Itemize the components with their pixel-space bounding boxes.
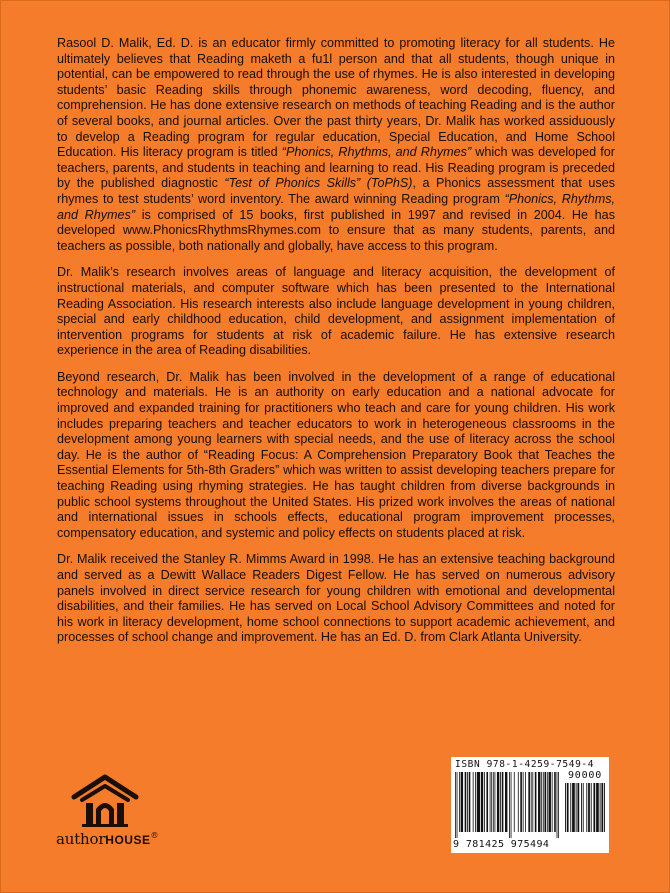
program-title: “Phonics, Rhythms, and Rhymes” xyxy=(281,145,472,160)
bio-paragraph-1: Rasool D. Malik, Ed. D. is an educator firmly committed to promoting literacy for all students. He ultimately believes that Reading maketh a fu1l person and that all students, though unique in potential, can be empowered to read through the use of rhymes. He is also interested in developing students’ basic Reading skills through phonemic awareness, word decoding, fluency, and comprehension. He has done extensive research on methods of teaching Reading and is the author of several books, and journal articles. Over the past thirty years, Dr. Malik has worked assiduously to develop a Reading program for regular education, Special Education, and Home School Education. His literacy program is titled “Phonics, Rhythms, and Rhymes” which was developed for teachers, parents, and students in teaching and learning to read. His Reading program is preceded by the published diagnostic “Test of Phonics Skills” (ToPhS), a Phonics assessment that uses rhymes to test students’ word inventory. The award winning Reading program “Phonics, Rhythms, and Rhymes” is comprised of 15 books, first published in 1997 and revised in 2004. He has developed www.PhonicsRhythmsRhymes.com to ensure that as many students, parents, and teachers as possible, both nationally and globally, have access to this program. xyxy=(57,36,615,253)
bio-paragraph-3: Beyond research, Dr. Malik has been involved in the development of a range of educational technology and materials. He is an authority on early education and a national advocate for improved and expanded training for practitioners who teach and care for young children. His work includes preparing teachers and teacher educators to work in heterogeneous classrooms in the development among young learners with special needs, and the use of literacy across the school day. He is the author of “Reading Focus: A Comprehension Preparatory Book that Teaches the Essential Elements for 5th-8th Graders” which was written to assist developing teachers prepare for teaching Reading using rhyming strategies. He has taught children from diverse backgrounds in public school systems throughout the United States. His prized work involves the areas of national and international issues in schools effects, educational program improvement processes, compensatory education, and systemic and policy effects on students placed at risk. xyxy=(57,369,615,540)
publisher-name: authorHOUSE® xyxy=(56,830,159,848)
publisher-logo xyxy=(56,773,188,853)
bio-paragraph-4: Dr. Malik received the Stanley R. Mimms Award in 1998. He has an extensive teaching background and served as a Dewitt Wallace Readers Digest Fellow. He has served on numerous advisory panels involved in direct service research for young children with emotional and developmental disabilities, and their families. He has served on Local School Advisory Committees and noted for his work in literacy development, home school connections to support academic achievement, and processes of school change and improvement. He has an Ed. D. from Clark Atlanta University. xyxy=(57,552,615,645)
author-biography xyxy=(57,36,615,657)
isbn-label: ISBN 978-1-4259-7549-4 xyxy=(455,759,595,770)
price-code: 90000 xyxy=(567,770,603,781)
ean-barcode-bars xyxy=(455,772,559,838)
bio-paragraph-2: Dr. Malik’s research involves areas of language and literacy acquisition, the development of instructional materials, and computer software which has been presented to the International Reading Association. His research interests also include language development in young children, special and early childhood education, child development, and assignment implementation of intervention programs for students at risk of academic failure. He has extensive research experience in the area of Reading disabilities. xyxy=(57,265,615,358)
diagnostic-title: “Test of Phonics Skills” (ToPhS) xyxy=(224,176,413,191)
ean-number: 9 781425 975494 xyxy=(453,839,550,850)
isbn-barcode xyxy=(451,757,609,853)
authorhouse-house-icon xyxy=(70,773,140,828)
addon-barcode-bars xyxy=(565,783,605,838)
program-title-2: “Phonics, Rhythms, and Rhymes” xyxy=(57,191,615,222)
